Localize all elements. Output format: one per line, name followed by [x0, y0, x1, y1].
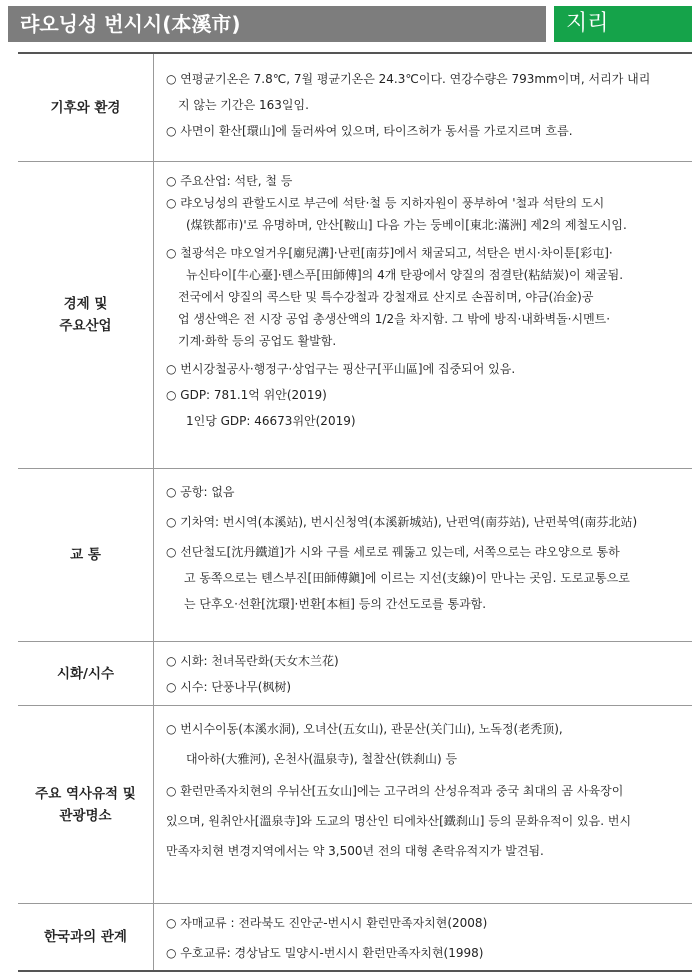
label-symbols-text: 시화/시수: [56, 665, 115, 682]
label-climate-text: 기후와 환경: [50, 99, 121, 116]
row-symbols: [18, 642, 692, 706]
sites-line-2: 대아하(大雅河), 온천사(温泉寺), 철찰산(铁刹山) 등: [186, 752, 458, 766]
transport-line-4: 고 동쪽으로는 톈스부진[田師傅鎭]에 이르는 지선(支線)이 만나는 곳임. 도로교통으로: [184, 571, 630, 585]
label-economy-line-2: 주요산업: [59, 318, 112, 334]
label-korea-relations: [18, 904, 154, 970]
economy-line-11: 1인당 GDP: 46673위안(2019): [186, 414, 356, 428]
header-gap: [546, 6, 554, 42]
label-climate: [18, 54, 154, 161]
economy-line-10: ○ GDP: 781.1억 위안(2019): [166, 388, 327, 402]
transport-line-1: ○ 공항: 없음: [166, 485, 235, 499]
label-korea-relations-text: 한국과의 관계: [44, 929, 127, 945]
sites-line-5: 만족자치현 변경지역에서는 약 3,500년 전의 대형 촌락유적지가 발견됨.: [166, 844, 544, 858]
economy-line-1: ○ 주요산업: 석탄, 철 등: [166, 174, 293, 188]
korea-line-1: ○ 자매교류 : 전라북도 진안군-번시시 환런만족자치현(2008): [166, 916, 488, 930]
row-sites: [18, 706, 692, 904]
economy-line-6: 전국에서 양질의 콕스탄 및 특수강철과 강철재료 산지로 손꼽히며, 야금(冶金)공: [178, 290, 594, 304]
page-title: 랴오닝성 번시시(本溪市): [8, 6, 546, 42]
economy-line-5: 뉴신타이[牛心臺]·톈스푸[田師傅]의 4개 탄광에서 양질의 점결탄(粘結炭)이 채굴됨.: [186, 268, 624, 282]
label-symbols: [18, 642, 154, 705]
label-economy-line-1: 경제 및: [63, 296, 108, 312]
transport-line-2: ○ 기차역: 번시역(本溪站), 번시신청역(本溪新城站), 난펀역(南芬站), 난펀북역(南芬北站): [166, 515, 638, 529]
transport-line-3: ○ 선단철도[沈丹鐵道]가 시와 구를 세로로 꿰뚫고 있는데, 서쪽으로는 랴오양으로 통하: [166, 545, 620, 559]
transport-line-5: 는 단후오·선환[沈環]·번환[本桓] 등의 간선도로를 통과함.: [184, 597, 487, 611]
content-symbols: [154, 642, 692, 705]
page-header: [8, 6, 692, 42]
symbols-line-2: ○ 시수: 단풍나무(枫树): [166, 680, 292, 694]
content-sites: [154, 706, 692, 903]
content-korea-relations: [154, 904, 692, 970]
economy-line-9: ○ 번시강철공사·행정구·상업구는 핑산구[平山區]에 집중되어 있음.: [166, 362, 516, 376]
row-korea-relations: [18, 904, 692, 972]
label-sites-line-1: 주요 역사유적 및: [35, 785, 136, 802]
info-table: [18, 52, 692, 972]
content-climate: [154, 54, 692, 161]
economy-line-8: 기계·화학 등의 공업도 활발함.: [178, 334, 337, 348]
economy-line-7: 업 생산액은 전 시장 공업 총생산액의 1/2을 차지함. 그 밖에 방직·내화벽돌·시멘트·: [178, 312, 611, 326]
content-transport: [154, 469, 692, 641]
label-transport-text: 교 통: [70, 547, 101, 563]
korea-line-2: ○ 우호교류: 경상남도 밀양시-번시시 환런만족자치현(1998): [166, 946, 484, 960]
climate-line-2: 지 않는 기간은 163일임.: [178, 98, 309, 112]
sites-line-4: 있으며, 원취안사[溫泉寺]와 도교의 명산인 티에차산[鐵刹山] 등의 문화유적이 있음. 번시: [166, 814, 632, 828]
label-transport: [18, 469, 154, 641]
label-sites-line-2: 관광명소: [59, 807, 112, 824]
row-climate: [18, 54, 692, 162]
sites-line-3: ○ 환런만족자치현의 우뉘산[五女山]에는 고구려의 산성유적과 중국 최대의 곰 사육장이: [166, 784, 624, 798]
climate-line-1: ○ 연평균기온은 7.8℃, 7월 평균기온은 24.3℃이다. 연강수량은 793mm이며, 서리가 내리: [166, 72, 651, 86]
label-sites: [18, 706, 154, 903]
sites-line-1: ○ 번시수이동(本溪水洞), 오녀산(五女山), 관문산(关门山), 노독정(老秃顶),: [166, 722, 563, 736]
row-transport: [18, 469, 692, 642]
category-badge: 지리: [554, 6, 692, 42]
label-economy: [18, 162, 154, 468]
economy-line-4: ○ 철광석은 먀오얼거우[廟兒溝]·난펀[南芬]에서 채굴되고, 석탄은 번시·차이툰[彩屯]·: [166, 246, 613, 260]
row-economy: [18, 162, 692, 469]
climate-line-3: ○ 사면이 환산[環山]에 둘러싸여 있으며, 타이즈허가 동서를 가로지르며 흐름.: [166, 124, 573, 138]
economy-line-3: (煤铁都市)'로 유명하며, 안산[鞍山] 다음 가는 둥베이[東北:滿洲] 제2의 제철도시임.: [186, 218, 627, 232]
economy-line-2: ○ 랴오닝성의 관할도시로 부근에 석탄·철 등 지하자원이 풍부하여 '철과 석탄의 도시: [166, 196, 605, 210]
content-economy: [154, 162, 692, 468]
symbols-line-1: ○ 시화: 천녀목란화(天女木兰花): [166, 654, 339, 668]
